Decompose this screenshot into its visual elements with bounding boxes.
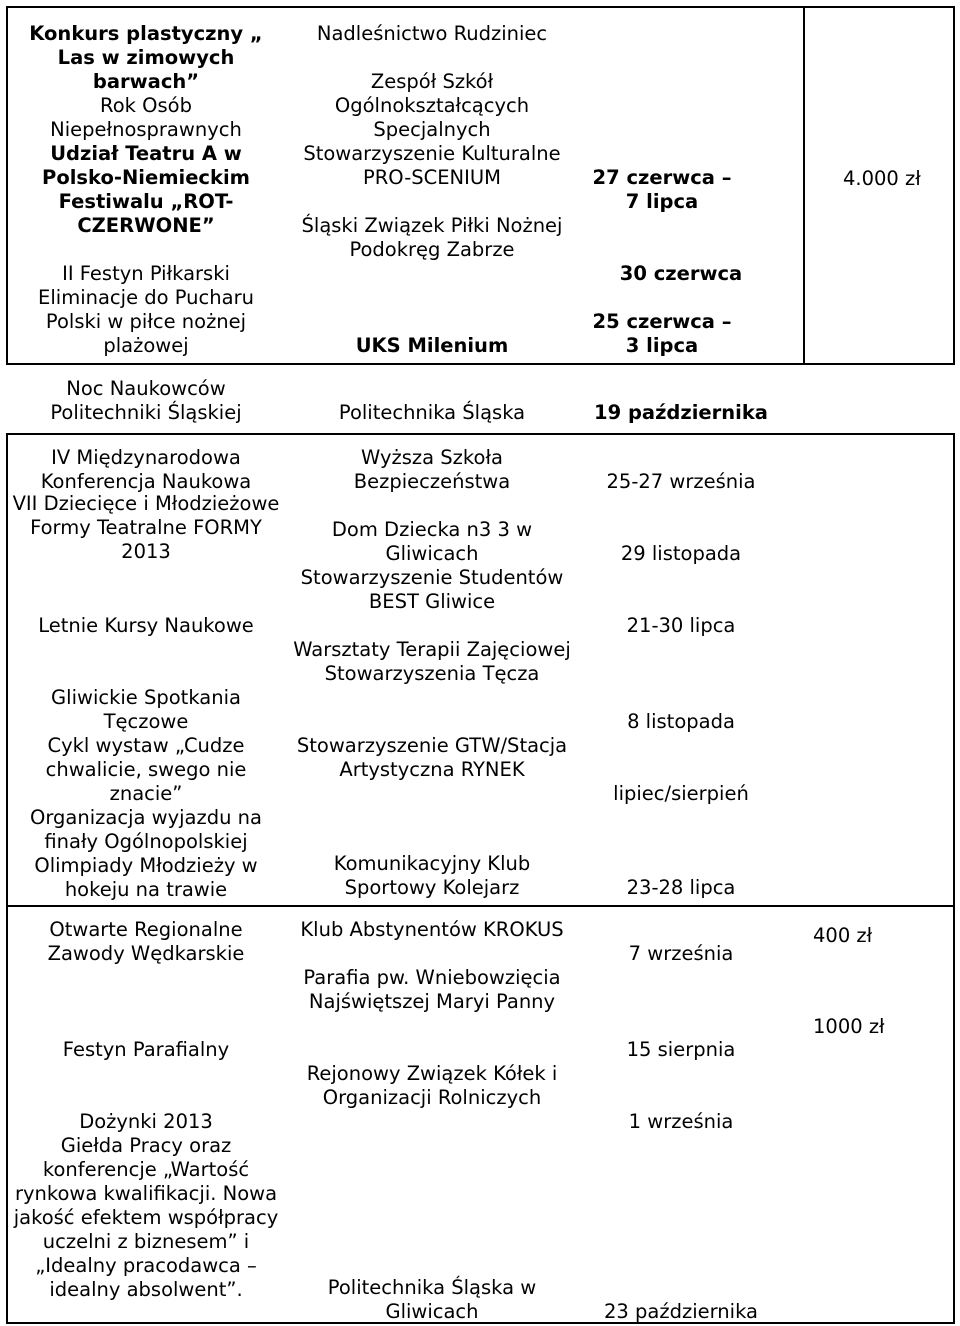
table-border-right <box>953 905 955 1324</box>
organizer-cell: Politechnika Śląska <box>338 401 526 424</box>
organizer-cell: Śląski Związek Piłki Nożnej Podokręg Zabrze <box>301 214 563 261</box>
date-cell: 15 sierpnia <box>626 1038 736 1061</box>
table-divider <box>6 363 955 365</box>
organizer-cell: Politechnika Śląska w Gliwicach <box>327 1276 537 1323</box>
event-cell: Udział Teatru A w Polsko-Niemieckim Festiwalu „ROT-CZERWONE” <box>42 142 250 237</box>
table-divider <box>6 433 955 435</box>
date-cell: 27 czerwca – 7 lipca <box>592 166 732 213</box>
event-cell: II Festyn Piłkarski <box>62 262 230 285</box>
organizer-cell: UKS Milenium <box>355 334 509 357</box>
date-cell: 30 czerwca <box>619 262 743 285</box>
amount-cell: 1000 zł <box>813 1015 885 1038</box>
event-cell: Dożynki 2013 <box>79 1110 213 1133</box>
event-cell: Konkurs plastyczny „ Las w zimowych barwach” <box>29 22 263 93</box>
date-cell: 25 czerwca – 3 lipca <box>592 310 732 357</box>
event-cell: Organizacja wyjazdu na finały Ogólnopolskiej Olimpiady Młodzieży w hokeju na trawie <box>30 806 262 901</box>
event-cell: Festyn Parafialny <box>62 1038 230 1061</box>
date-cell: 19 października <box>594 401 768 424</box>
date-cell: 25-27 września <box>606 470 756 493</box>
table-border-right <box>953 433 955 905</box>
event-cell: Letnie Kursy Naukowe <box>38 614 254 637</box>
organizer-cell: Dom Dziecka n3 3 w Gliwicach <box>331 518 533 565</box>
date-cell: 23-28 lipca <box>626 876 736 899</box>
date-cell: 23 października <box>604 1300 758 1323</box>
organizer-cell: Komunikacyjny Klub Sportowy Kolejarz <box>333 852 531 899</box>
organizer-cell: Stowarzyszenie Studentów BEST Gliwice <box>300 566 564 613</box>
event-cell: Rok Osób Niepełnosprawnych <box>50 94 242 141</box>
event-cell: IV Międzynarodowa Konferencja Naukowa <box>40 446 252 493</box>
event-cell: Otwarte Regionalne Zawody Wędkarskie <box>47 918 245 965</box>
organizer-cell: Stowarzyszenie Kulturalne PRO-SCENIUM <box>303 142 561 189</box>
organizer-cell: Parafia pw. Wniebowzięcia Najświętszej Maryi Panny <box>303 966 561 1013</box>
date-cell: 1 września <box>628 1110 734 1133</box>
organizer-cell: Zespół Szkół Ogólnokształcących Specjalnych <box>334 70 530 141</box>
date-cell: 7 września <box>628 942 734 965</box>
event-cell: Cykl wystaw „Cudze chwalicie, swego nie znacie” <box>45 734 247 805</box>
event-cell: VII Dziecięce i Młodzieżowe Formy Teatralne FORMY 2013 <box>12 492 280 563</box>
organizer-cell: Nadleśnictwo Rudziniec <box>316 22 548 45</box>
event-cell: Giełda Pracy oraz konferencje „Wartość rynkowa kwalifikacji. Nowa jakość efektem współpracy uczelni z biznesem” i „Idealny pracodawca – idealny absolwent”. <box>13 1134 279 1301</box>
amount-cell: 400 zł <box>813 924 873 947</box>
event-cell: Eliminacje do Pucharu Polski w piłce nożnej plażowej <box>38 286 254 357</box>
organizer-cell: Rejonowy Związek Kółek i Organizacji Rolniczych <box>306 1062 558 1109</box>
organizer-cell: Wyższa Szkoła Bezpieczeństwa <box>353 446 511 493</box>
amount-cell: 4.000 zł <box>843 167 921 190</box>
organizer-cell: Stowarzyszenie GTW/Stacja Artystyczna RYNEK <box>296 734 568 781</box>
date-cell: lipiec/sierpień <box>613 782 749 805</box>
date-cell: 8 listopada <box>627 710 735 733</box>
organizer-cell: Klub Abstynentów KROKUS <box>300 918 564 941</box>
table-divider <box>6 905 955 907</box>
table-border-top <box>6 6 955 8</box>
event-cell: Gliwickie Spotkania Tęczowe <box>51 686 241 733</box>
date-cell: 29 listopada <box>620 542 742 565</box>
date-cell: 21-30 lipca <box>626 614 736 637</box>
event-cell: Noc Naukowców Politechniki Śląskiej <box>50 377 242 424</box>
organizer-cell: Warsztaty Terapii Zajęciowej Stowarzyszenia Tęcza <box>293 638 571 685</box>
